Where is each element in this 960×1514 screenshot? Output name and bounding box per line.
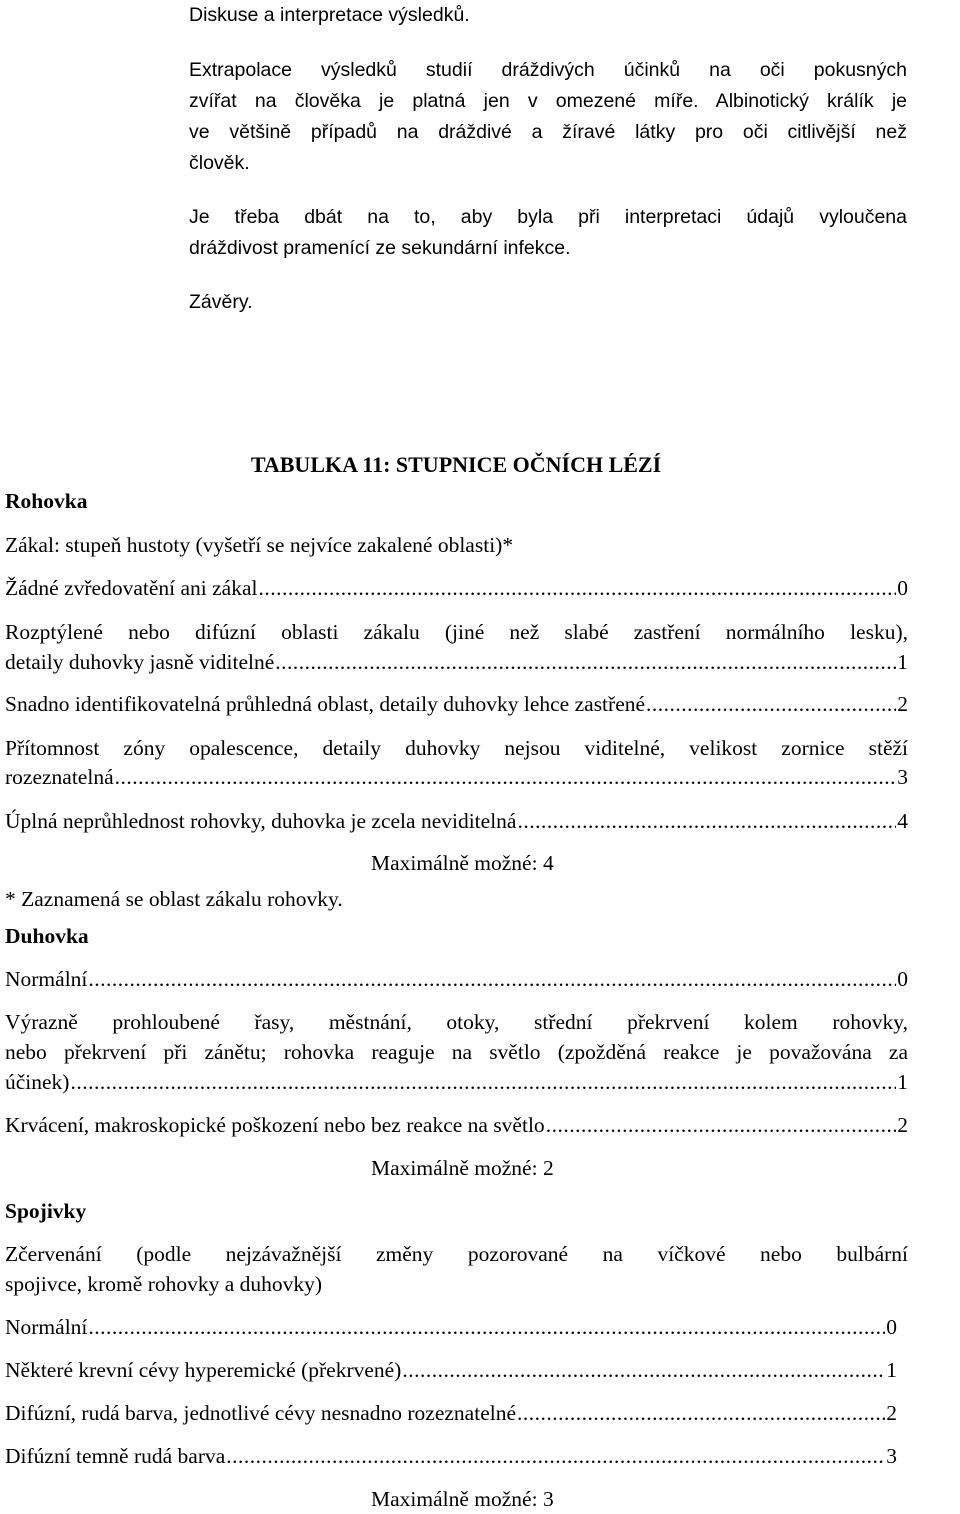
score-value: 2 bbox=[897, 1113, 908, 1137]
discussion-paragraph-line: dráždivost pramenící ze sekundární infekce. bbox=[189, 237, 571, 259]
cornea-heading: Rohovka bbox=[5, 489, 88, 513]
score-value: 0 bbox=[886, 1315, 897, 1339]
iris-heading: Duhovka bbox=[5, 924, 89, 948]
cornea-score-row-line: Rozptýlené nebo difúzní oblasti zákalu (jiné než slabé zastření normálního lesku), bbox=[5, 620, 908, 644]
conjunctiva-score-row bbox=[5, 1441, 897, 1471]
score-row-text: Krvácení, makroskopické poškození nebo bez reakce na světlo bbox=[5, 1113, 545, 1137]
discussion-heading: Diskuse a interpretace výsledků. bbox=[189, 4, 470, 26]
score-value: 1 bbox=[897, 1070, 908, 1094]
score-row-text: Žádné zvředovatění ani zákal bbox=[5, 576, 258, 600]
conjunctiva-heading: Spojivky bbox=[5, 1199, 87, 1223]
score-row-text: Difúzní, rudá barva, jednotlivé cévy nesnadno rozeznatelné bbox=[5, 1401, 517, 1425]
score-row-text: detaily duhovky jasně viditelné bbox=[5, 650, 275, 674]
leader-dots bbox=[259, 573, 897, 603]
score-value: 0 bbox=[897, 967, 908, 991]
leader-dots bbox=[402, 1355, 885, 1385]
score-row-text: Snadno identifikovatelná průhledná oblast, detaily duhovky lehce zastřené bbox=[5, 692, 646, 716]
cornea-score-row bbox=[5, 573, 908, 603]
iris-score-row-line: Výrazně prohloubené řasy, městnání, otoky, střední překrvení kolem rohovky, bbox=[5, 1010, 908, 1034]
score-row-text: Normální bbox=[5, 1315, 88, 1339]
score-value: 1 bbox=[897, 650, 908, 674]
iris-score-row bbox=[5, 964, 908, 994]
iris-max-score: Maximálně možné: 2 bbox=[371, 1156, 554, 1180]
iris-score-row bbox=[5, 1110, 908, 1140]
discussion-paragraph-line: ve většině případů na dráždivé a žíravé látky pro oči citlivější než bbox=[189, 121, 907, 143]
conjunctiva-max-score: Maximálně možné: 3 bbox=[371, 1487, 554, 1511]
score-value: 0 bbox=[897, 576, 908, 600]
score-value: 2 bbox=[897, 692, 908, 716]
leader-dots bbox=[546, 1110, 897, 1140]
score-row-text: účinek) bbox=[5, 1070, 70, 1094]
conjunctiva-score-row bbox=[5, 1398, 897, 1428]
cornea-score-row bbox=[5, 806, 908, 836]
score-row-text: Některé krevní cévy hyperemické (překrvené) bbox=[5, 1358, 402, 1382]
leader-dots bbox=[70, 1067, 896, 1097]
leader-dots bbox=[88, 1312, 885, 1342]
score-value: 1 bbox=[886, 1358, 897, 1382]
leader-dots bbox=[115, 762, 897, 792]
leader-dots bbox=[275, 647, 896, 677]
score-value: 3 bbox=[897, 765, 908, 789]
discussion-paragraph-line: Extrapolace výsledků studií dráždivých účinků na oči pokusných bbox=[189, 59, 907, 81]
leader-dots bbox=[517, 1398, 885, 1428]
cornea-max-score: Maximálně možné: 4 bbox=[371, 851, 554, 875]
table-title: TABULKA 11: STUPNICE OČNÍCH LÉZÍ bbox=[250, 452, 662, 477]
cornea-score-row-line: Přítomnost zóny opalescence, detaily duhovky nejsou viditelné, velikost zornice stěží bbox=[5, 736, 908, 760]
score-value: 2 bbox=[886, 1401, 897, 1425]
score-value: 3 bbox=[886, 1444, 897, 1468]
score-row-text: rozeznatelná bbox=[5, 765, 114, 789]
conjunctiva-score-row bbox=[5, 1312, 897, 1342]
leader-dots bbox=[88, 964, 896, 994]
score-row-text: Úplná neprůhlednost rohovky, duhovka je zcela neviditelná bbox=[5, 809, 517, 833]
discussion-paragraph-line: Je třeba dbát na to, aby byla při interpretaci údajů vyloučena bbox=[189, 206, 907, 228]
score-value: 4 bbox=[897, 809, 908, 833]
discussion-paragraph-line: člověk. bbox=[189, 152, 250, 174]
iris-score-row bbox=[5, 1067, 908, 1097]
cornea-score-row bbox=[5, 647, 908, 677]
cornea-footnote: * Zaznamená se oblast zákalu rohovky. bbox=[5, 887, 343, 911]
cornea-subheading: Zákal: stupeň hustoty (vyšetří se nejvíce zakalené oblasti)* bbox=[5, 533, 514, 557]
conclusions-heading: Závěry. bbox=[189, 291, 253, 313]
discussion-paragraph-line: zvířat na člověka je platná jen v omezené míře. Albinotický králík je bbox=[189, 90, 907, 112]
score-row-text: Normální bbox=[5, 967, 88, 991]
conjunctiva-score-row bbox=[5, 1355, 897, 1385]
conjunctiva-subheading-line: spojivce, kromě rohovky a duhovky) bbox=[5, 1272, 323, 1296]
cornea-score-row bbox=[5, 762, 908, 792]
leader-dots bbox=[226, 1441, 885, 1471]
cornea-score-row bbox=[5, 689, 908, 719]
iris-score-row-line: nebo překrvení při zánětu; rohovka reaguje na světlo (zpožděná reakce je považována za bbox=[5, 1040, 908, 1064]
score-row-text: Difúzní temně rudá barva bbox=[5, 1444, 226, 1468]
leader-dots bbox=[646, 689, 896, 719]
conjunctiva-subheading-line: Zčervenání (podle nejzávažnější změny pozorované na víčkové nebo bulbární bbox=[5, 1242, 908, 1266]
leader-dots bbox=[517, 806, 896, 836]
